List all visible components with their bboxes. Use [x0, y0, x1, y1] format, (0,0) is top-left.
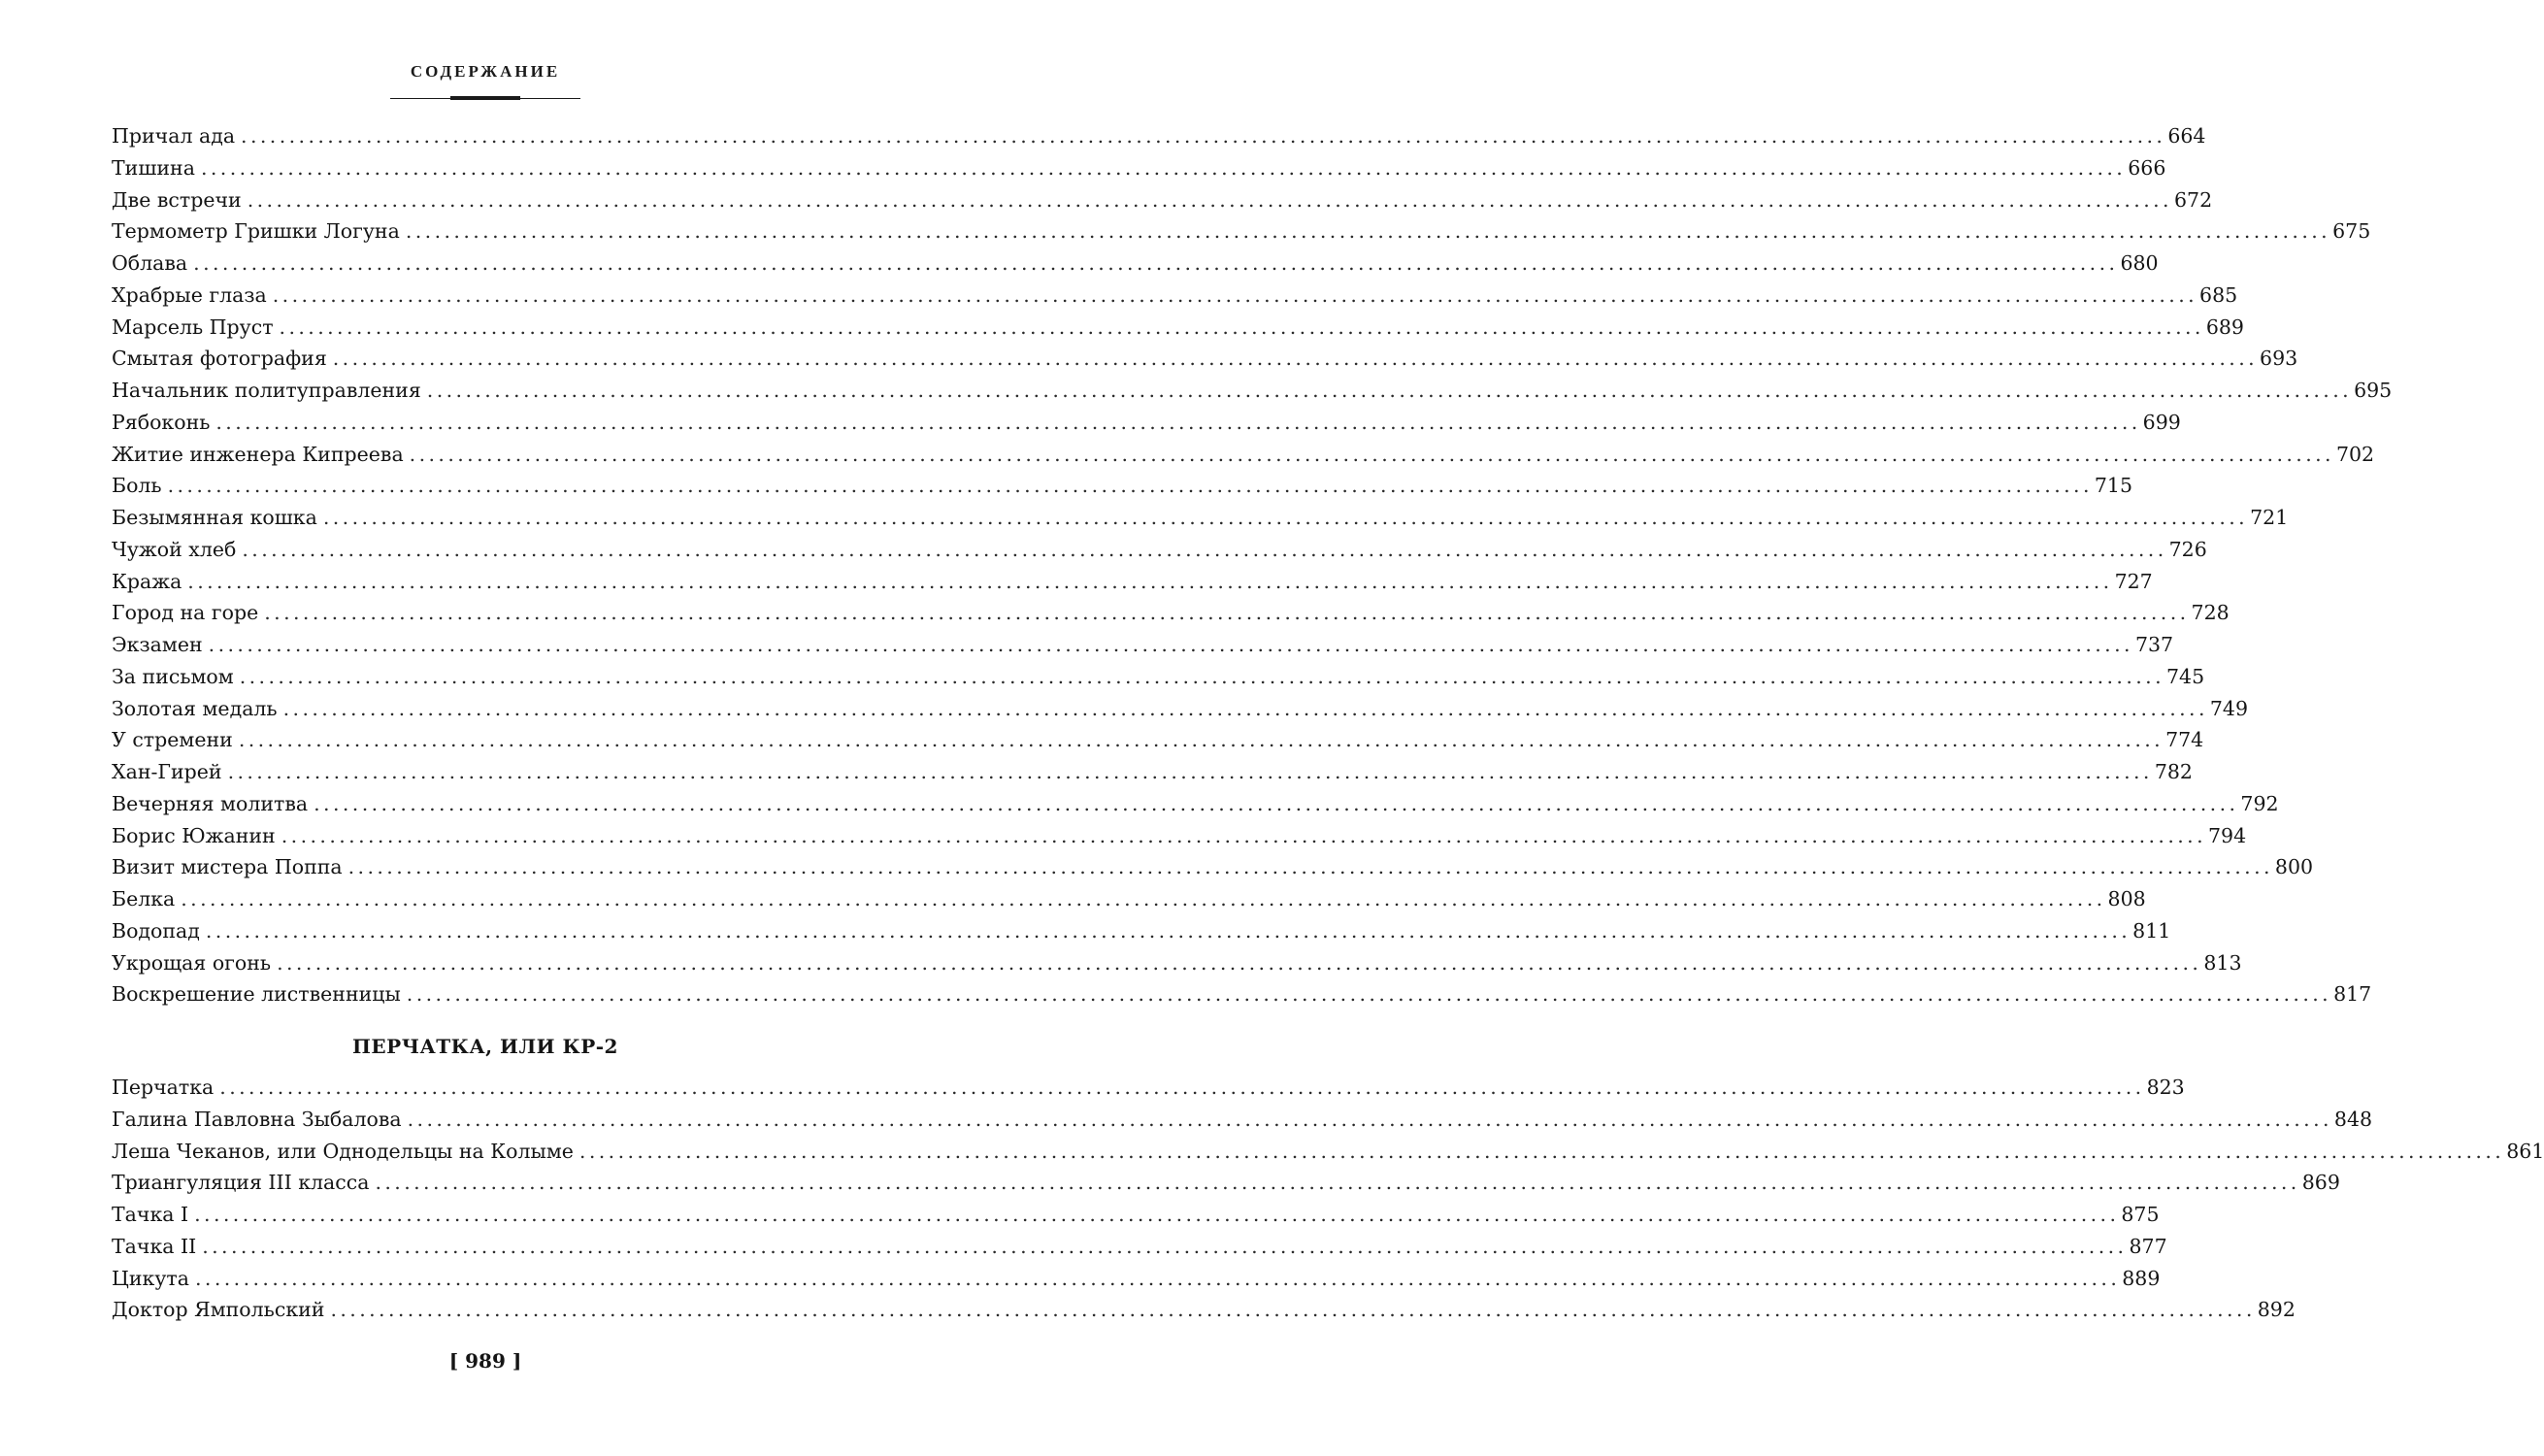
dot-leader: ........................................................................................................................................................................................................ [200, 155, 2127, 180]
toc-entry [112, 152, 2166, 184]
toc-entry-page: 702 [2335, 442, 2375, 466]
toc-entry-title: Начальник политуправления [112, 379, 421, 402]
toc-entry-page: 817 [2333, 982, 2372, 1007]
toc-entry [112, 978, 2372, 1010]
dot-leader: ........................................................................................................................................................................................................ [264, 601, 2190, 625]
toc-entry [112, 1167, 2340, 1199]
dot-leader: ........................................................................................................................................................................................................ [194, 1266, 2121, 1290]
toc-entry [112, 1231, 2167, 1263]
toc-entry-title: Две встречи [112, 187, 242, 212]
toc-entry-title: Воскрешение лиственницы [112, 982, 401, 1007]
toc-entry [112, 375, 2393, 407]
toc-entry-title: Тачка II [112, 1234, 197, 1258]
toc-entry-title: Безымянная кошка [112, 506, 317, 529]
toc-entry [112, 280, 2238, 312]
dot-leader: ........................................................................................................................................................................................................ [375, 1171, 2300, 1195]
header-rule-accent [450, 96, 520, 100]
toc-entry-title: Вечерняя молитва [112, 791, 309, 815]
toc-entry-page: 666 [2128, 155, 2166, 180]
dot-leader: ........................................................................................................................................................................................................ [282, 696, 2208, 720]
toc-entry-title: Марсель Пруст [112, 314, 274, 339]
toc-entry-title: Хан-Гирей [112, 760, 222, 783]
toc-entry-title: Тачка I [112, 1203, 189, 1226]
dot-leader: ........................................................................................................................................................................................................ [208, 633, 2133, 656]
toc-entry-title: Облава [112, 251, 188, 275]
dot-leader: ........................................................................................................................................................................................................ [219, 1075, 2145, 1099]
toc-entry-page: 695 [2354, 379, 2393, 402]
section-heading: ПЕРЧАТКА, ИЛИ КР-2 [352, 1035, 618, 1058]
toc-entry-title: Леша Чеканов, или Однодельцы на Колыме [112, 1139, 574, 1163]
toc-entry [112, 248, 2159, 280]
toc-entry [112, 1294, 2296, 1326]
dot-leader: ........................................................................................................................................................................................................ [167, 474, 2093, 498]
toc-entry [112, 947, 2242, 979]
toc-entry-title: Термометр Гришки Логуна [112, 219, 400, 244]
toc-entry [112, 184, 2213, 216]
dot-leader: ........................................................................................................................................................................................................ [277, 950, 2202, 975]
toc-entry-page: 715 [2094, 474, 2133, 498]
toc-entry-page: 800 [2274, 855, 2314, 879]
toc-entry-title: Белка [112, 887, 176, 910]
toc-entry-page: 811 [2132, 918, 2171, 943]
dot-leader: ........................................................................................................................................................................................................ [187, 569, 2113, 593]
dot-leader: ........................................................................................................................................................................................................ [330, 1298, 2256, 1322]
toc-entry-title: Рябоконь [112, 410, 211, 434]
toc-entry-page: 664 [2167, 124, 2206, 148]
dot-leader: ........................................................................................................................................................................................................ [426, 379, 2353, 402]
toc-entry-page: 875 [2121, 1203, 2160, 1226]
toc-entry [112, 470, 2133, 502]
toc-entry [112, 629, 2174, 661]
toc-entry [112, 661, 2205, 693]
toc-entry-title: Боль [112, 474, 162, 498]
dot-leader: ........................................................................................................................................................................................................ [409, 442, 2334, 466]
toc-entry-page: 737 [2134, 633, 2174, 656]
dot-leader: ........................................................................................................................................................................................................ [202, 1234, 2128, 1258]
dot-leader: ........................................................................................................................................................................................................ [227, 760, 2153, 783]
dot-leader: ........................................................................................................................................................................................................ [205, 918, 2131, 943]
toc-entry-title: Храбрые глаза [112, 282, 267, 307]
toc-entry [112, 883, 2146, 915]
toc-entry [112, 1199, 2160, 1231]
toc-entry-title: У стремени [112, 728, 233, 752]
toc-entry [112, 312, 2244, 344]
dot-leader: ........................................................................................................................................................................................................ [193, 251, 2119, 275]
dot-leader: ........................................................................................................................................................................................................ [281, 823, 2207, 847]
toc-entry-page: 848 [2333, 1107, 2373, 1131]
toc-entry-page: 889 [2122, 1266, 2161, 1290]
dot-leader: ........................................................................................................................................................................................................ [407, 1107, 2332, 1131]
toc-list-part1 [112, 120, 2393, 1010]
toc-entry-title: Борис Южанин [112, 823, 276, 847]
dot-leader: ........................................................................................................................................................................................................ [405, 219, 2331, 244]
toc-entry-title: Кража [112, 569, 182, 593]
toc-entry-title: Доктор Ямпольский [112, 1298, 325, 1322]
toc-entry [112, 756, 2193, 788]
toc-entry-page: 892 [2257, 1298, 2296, 1322]
toc-entry [112, 120, 2206, 152]
dot-leader: ........................................................................................................................................................................................................ [238, 728, 2164, 752]
dot-leader: ........................................................................................................................................................................................................ [247, 187, 2172, 212]
toc-entry [112, 343, 2298, 375]
toc-entry-page: 823 [2146, 1075, 2185, 1099]
toc-entry-page: 727 [2114, 569, 2153, 593]
toc-entry-page: 675 [2332, 219, 2371, 244]
toc-entry-page: 699 [2142, 410, 2181, 434]
toc-entry-title: Смытая фотография [112, 347, 327, 371]
toc-entry [112, 597, 2230, 629]
toc-entry-page: 726 [2168, 537, 2207, 561]
dot-leader: ........................................................................................................................................................................................................ [347, 855, 2273, 879]
dot-leader: ........................................................................................................................................................................................................ [279, 314, 2204, 339]
toc-entry [112, 1136, 2544, 1168]
toc-entry-page: 813 [2203, 950, 2242, 975]
toc-entry-page: 693 [2260, 347, 2298, 371]
toc-entry-page: 794 [2208, 823, 2247, 847]
toc-entry-page: 680 [2120, 251, 2159, 275]
toc-entry-title: Чужой хлеб [112, 537, 237, 561]
toc-entry-title: Триангуляция III класса [112, 1171, 370, 1195]
toc-entry-title: Водопад [112, 918, 200, 943]
dot-leader: ........................................................................................................................................................................................................ [239, 664, 2164, 688]
toc-entry-page: 869 [2301, 1171, 2340, 1195]
toc-entry-title: Укрощая огонь [112, 950, 272, 975]
toc-entry [112, 724, 2204, 756]
dot-leader: ........................................................................................................................................................................................................ [215, 410, 2141, 434]
dot-leader: ........................................................................................................................................................................................................ [241, 124, 2166, 148]
toc-entry-page: 745 [2166, 664, 2205, 688]
dot-leader: ........................................................................................................................................................................................................ [332, 347, 2259, 371]
dot-leader: ........................................................................................................................................................................................................ [578, 1139, 2505, 1163]
toc-entry [112, 1104, 2373, 1136]
toc-entry-page: 689 [2205, 314, 2244, 339]
dot-leader: ........................................................................................................................................................................................................ [314, 791, 2239, 815]
toc-entry-title: Житие инженера Кипреева [112, 442, 404, 466]
toc-entry [112, 915, 2171, 947]
toc-entry-title: Город на горе [112, 601, 259, 625]
toc-entry [112, 502, 2289, 534]
toc-entry [112, 534, 2207, 566]
toc-entry-page: 774 [2165, 728, 2204, 752]
toc-entry-title: За письмом [112, 664, 234, 688]
dot-leader: ........................................................................................................................................................................................................ [181, 887, 2106, 910]
toc-entry-page: 808 [2107, 887, 2146, 910]
toc-entry-page: 685 [2199, 282, 2238, 307]
toc-entry-page: 792 [2240, 791, 2279, 815]
toc-entry-title: Золотая медаль [112, 696, 278, 720]
dot-leader: ........................................................................................................................................................................................................ [406, 982, 2332, 1007]
toc-entry-page: 672 [2173, 187, 2213, 212]
toc-entry-page: 721 [2250, 506, 2289, 529]
toc-entry [112, 1263, 2161, 1295]
toc-entry-page: 749 [2209, 696, 2249, 720]
toc-entry-page: 861 [2506, 1139, 2544, 1163]
toc-entry-title: Визит мистера Поппа [112, 855, 343, 879]
toc-entry-title: Тишина [112, 155, 195, 180]
toc-entry [112, 1072, 2185, 1104]
toc-entry [112, 566, 2153, 598]
toc-entry-page: 728 [2191, 601, 2230, 625]
toc-entry-page: 877 [2129, 1234, 2167, 1258]
toc-entry [112, 439, 2375, 471]
dot-leader: ........................................................................................................................................................................................................ [194, 1203, 2120, 1226]
dot-leader: ........................................................................................................................................................................................................ [272, 282, 2198, 307]
dot-leader: ........................................................................................................................................................................................................ [322, 506, 2249, 529]
toc-entry [112, 851, 2314, 883]
toc-list-part2 [112, 1072, 2544, 1326]
toc-entry-title: Цикута [112, 1266, 189, 1290]
toc-entry [112, 215, 2371, 248]
page-number: [ 989 ] [448, 1349, 522, 1373]
toc-entry [112, 693, 2249, 725]
toc-entry [112, 820, 2247, 852]
toc-entry-title: Перчатка [112, 1075, 215, 1099]
toc-entry [112, 407, 2181, 439]
toc-entry-title: Галина Павловна Зыбалова [112, 1107, 402, 1131]
toc-entry [112, 788, 2279, 820]
toc-entry-title: Причал ада [112, 124, 236, 148]
toc-entry-page: 782 [2154, 760, 2193, 783]
running-title: СОДЕРЖАНИЕ [410, 62, 561, 81]
toc-entry-title: Экзамен [112, 633, 203, 656]
dot-leader: ........................................................................................................................................................................................................ [242, 537, 2167, 561]
